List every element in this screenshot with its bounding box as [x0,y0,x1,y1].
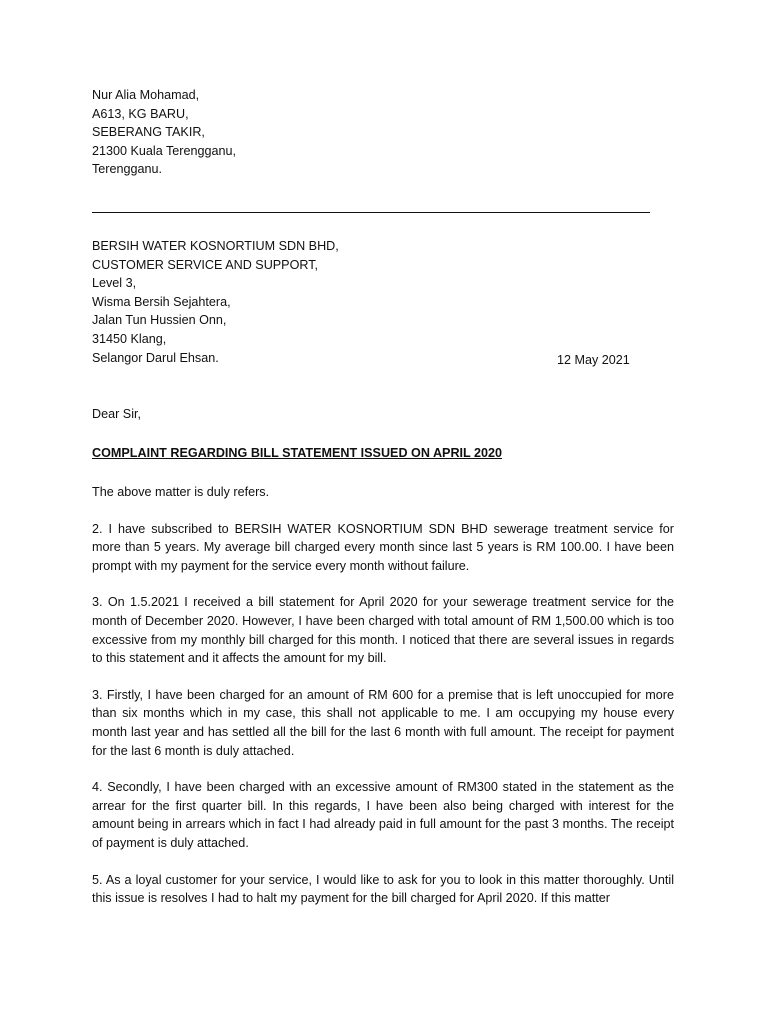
sender-address-line: Terengganu. [92,162,163,177]
recipient-address-line: 31450 Klang, [92,331,167,346]
subject-line: COMPLAINT REGARDING BILL STATEMENT ISSUED ON APRIL 2020 [92,446,503,460]
body-paragraph: 2. I have subscribed to BERSIH WATER KOSNORTIUM SDN BHD sewerage treatment service for more than 5 years. My average bill charged every month since last 5 years is RM 100.00. I have been prompt with my payment for the service every month without failure. [92,521,674,573]
body-paragraph: 4. Secondly, I have been charged with an excessive amount of RM300 stated in the statement as the arrear for the first quarter bill. In this regards, I have been also being charged with interest for the amount being in arrears which in fact I had already paid in full amount for the past 3 months. The receipt of payment is duly attached. [92,780,674,850]
recipient-address-line: Selangor Darul Ehsan. [92,350,219,365]
letter-body [92,483,674,926]
sender-address-line: SEBERANG TAKIR, [92,125,205,140]
sender-address [92,86,236,179]
separator-line [92,212,650,213]
recipient-company: BERSIH WATER KOSNORTIUM SDN BHD, [92,239,339,253]
body-paragraph: 3. Firstly, I have been charged for an amount of RM 600 for a premise that is left unoccupied for more than six months which in my case, this shall not applicable to me. I am occupying my house every month last year and has settled all the bill for the last 6 month with full amount. The receipt for payment for the last 6 month is duly attached. [92,687,674,758]
recipient-department: CUSTOMER SERVICE AND SUPPORT, [92,257,319,272]
recipient-address-line: Jalan Tun Hussien Onn, [92,313,227,328]
recipient-address-line: Level 3, [92,276,137,291]
body-paragraph: 3. On 1.5.2021 I received a bill statement for April 2020 for your sewerage treatment service for the month of December 2020. However, I have been charged with total amount of RM 1,500.00 which is too excessive from my monthly bill charged for this month. I noticed that there are several issues in regards to this statement and it affects the amount for my bill. [92,595,674,666]
recipient-address-line: Wisma Bersih Sejahtera, [92,294,231,309]
sender-address-line: 21300 Kuala Terengganu, [92,143,237,158]
body-paragraph: 5. As a loyal customer for your service, I would like to ask for you to look in this matter thoroughly. Until this issue is resolves I had to halt my payment for the bill charged for April 2020. If this matter [92,872,674,906]
sender-name: Nur Alia Mohamad, [92,88,200,102]
letter-date: 12 May 2021 [557,353,630,367]
sender-address-line: A613, KG BARU, [92,106,189,121]
recipient-address [92,237,339,367]
salutation: Dear Sir, [92,407,141,421]
body-paragraph: The above matter is duly refers. [92,485,270,499]
